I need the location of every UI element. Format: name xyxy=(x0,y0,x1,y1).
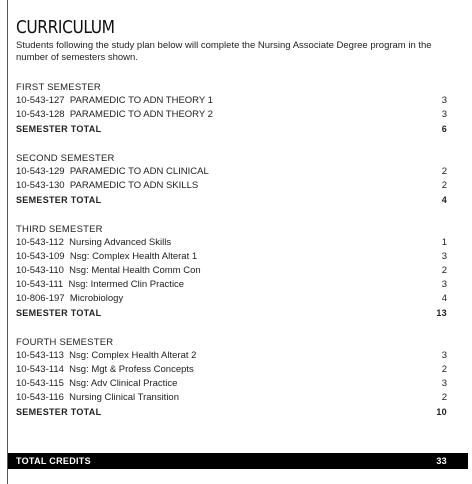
course-row xyxy=(16,278,447,292)
semester-total-row xyxy=(16,122,447,136)
intro-text: Students following the study plan below will complete the Nursing Associate Degree program in the number of semesters shown. xyxy=(16,40,432,63)
course-name: Nursing Clinical Transition xyxy=(69,392,179,403)
course-name: Nsg: Mental Health Comm Con xyxy=(69,265,201,276)
course-credits: 3 xyxy=(441,251,447,262)
total-credits-value: 33 xyxy=(436,456,447,466)
course-row xyxy=(16,391,447,405)
semester-total-row xyxy=(16,405,447,419)
course-label xyxy=(16,349,196,363)
course-label xyxy=(16,278,184,292)
course-code: 10-543-111 xyxy=(16,279,64,290)
course-row xyxy=(16,349,447,363)
course-code: 10-543-129 xyxy=(16,166,65,177)
course-credits: 3 xyxy=(441,350,447,361)
course-name: Nsg: Adv Clinical Practice xyxy=(69,378,178,389)
course-name: Nursing Advanced Skills xyxy=(69,237,172,248)
page-title: CURRICULUM xyxy=(16,17,115,38)
course-row xyxy=(16,236,447,250)
course-name: Nsg: Complex Health Alterat 2 xyxy=(69,350,197,361)
semester-section xyxy=(16,81,447,136)
total-credits-bar xyxy=(8,453,468,469)
course-code: 10-543-128 xyxy=(16,109,65,120)
course-code: 10-543-127 xyxy=(16,95,65,106)
semester-total-value: 10 xyxy=(436,407,447,417)
course-credits: 4 xyxy=(441,293,447,304)
course-name: PARAMEDIC TO ADN CLINICAL xyxy=(69,166,209,177)
course-code: 10-806-197 xyxy=(16,293,65,304)
course-name: Nsg: Mgt & Profess Concepts xyxy=(69,364,194,375)
course-name: PARAMEDIC TO ADN SKILLS xyxy=(69,180,199,191)
course-credits: 3 xyxy=(441,109,447,120)
course-name: Nsg: Intermed Clin Practice xyxy=(68,279,185,290)
course-credits: 3 xyxy=(441,378,447,389)
course-code: 10-543-110 xyxy=(16,265,64,276)
course-row xyxy=(16,264,447,278)
course-code: 10-543-115 xyxy=(16,378,64,389)
course-label xyxy=(16,108,213,122)
course-label xyxy=(16,377,177,391)
course-code: 10-543-109 xyxy=(16,251,65,262)
course-credits: 3 xyxy=(441,279,447,290)
course-label xyxy=(16,391,179,405)
course-label xyxy=(16,165,209,179)
semester-total-label: SEMESTER TOTAL xyxy=(16,124,102,134)
course-code: 10-543-116 xyxy=(16,392,64,403)
total-credits-label: TOTAL CREDITS xyxy=(16,456,91,466)
course-row xyxy=(16,94,447,108)
course-name: PARAMEDIC TO ADN THEORY 1 xyxy=(69,95,213,106)
course-label xyxy=(16,363,194,377)
semester-title: THIRD SEMESTER xyxy=(16,224,103,235)
course-code: 10-543-130 xyxy=(16,180,65,191)
semester-total-value: 4 xyxy=(441,195,447,205)
semester-title: SECOND SEMESTER xyxy=(16,153,115,164)
semester-total-value: 6 xyxy=(441,124,447,134)
course-label xyxy=(16,179,198,193)
semester-title: FIRST SEMESTER xyxy=(16,82,101,93)
course-row xyxy=(16,179,447,193)
course-credits: 2 xyxy=(441,364,447,375)
semester-total-row xyxy=(16,306,447,320)
semester-total-label: SEMESTER TOTAL xyxy=(16,195,102,205)
course-label xyxy=(16,264,201,278)
course-name: Microbiology xyxy=(69,293,124,304)
course-credits: 1 xyxy=(441,237,447,248)
course-label xyxy=(16,250,197,264)
semester-section xyxy=(16,223,447,320)
course-row xyxy=(16,377,447,391)
course-name: Nsg: Complex Health Alterat 1 xyxy=(69,251,198,262)
semester-title: FOURTH SEMESTER xyxy=(16,337,114,348)
course-name: PARAMEDIC TO ADN THEORY 2 xyxy=(69,109,213,120)
course-code: 10-543-112 xyxy=(16,237,64,248)
left-rule xyxy=(7,0,8,484)
course-row xyxy=(16,108,447,122)
semester-total-label: SEMESTER TOTAL xyxy=(16,407,102,417)
course-row xyxy=(16,165,447,179)
course-credits: 2 xyxy=(441,392,447,403)
course-credits: 2 xyxy=(441,166,447,177)
course-label xyxy=(16,292,123,306)
course-credits: 2 xyxy=(441,265,447,276)
semester-section xyxy=(16,152,447,207)
curriculum-content xyxy=(16,18,447,419)
semester-total-label: SEMESTER TOTAL xyxy=(16,308,102,318)
course-credits: 2 xyxy=(441,180,447,191)
course-code: 10-543-113 xyxy=(16,350,64,361)
semester-section xyxy=(16,336,447,419)
course-code: 10-543-114 xyxy=(16,364,64,375)
semester-total-row xyxy=(16,193,447,207)
course-row xyxy=(16,363,447,377)
course-label xyxy=(16,236,171,250)
course-label xyxy=(16,94,213,108)
semester-total-value: 13 xyxy=(436,308,447,318)
course-credits: 3 xyxy=(441,95,447,106)
course-row xyxy=(16,292,447,306)
course-row xyxy=(16,250,447,264)
